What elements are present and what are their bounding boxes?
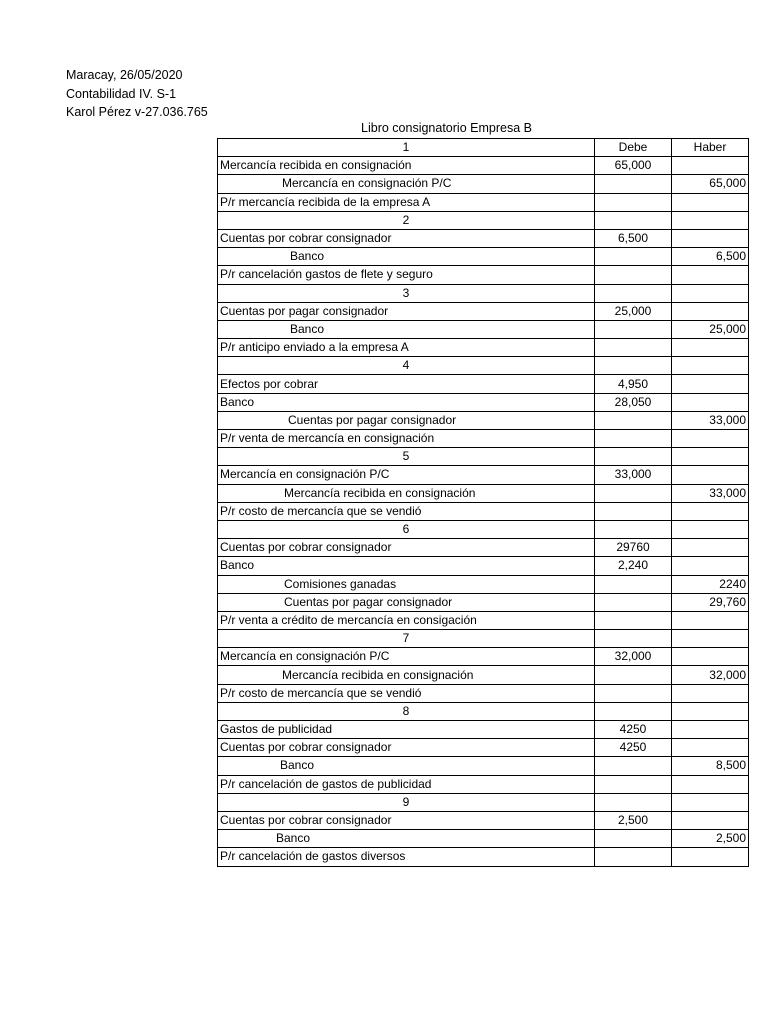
- document-header: [66, 66, 208, 122]
- haber-cell: [672, 739, 749, 757]
- debe-cell: [595, 284, 672, 302]
- debe-cell: [595, 411, 672, 429]
- debe-cell: [595, 593, 672, 611]
- debe-cell: [595, 793, 672, 811]
- haber-cell: [672, 502, 749, 520]
- debe-cell: 65,000: [595, 157, 672, 175]
- account-description: P/r venta a crédito de mercancía en consigación: [218, 611, 595, 629]
- ledger-row: [218, 248, 749, 266]
- debe-cell: 2,500: [595, 811, 672, 829]
- ledger-row: [218, 411, 749, 429]
- ledger-row: [218, 739, 749, 757]
- debe-cell: [595, 830, 672, 848]
- account-description: Cuentas por cobrar consignador: [218, 739, 595, 757]
- entry-number-row: [218, 520, 749, 538]
- debe-cell: [595, 193, 672, 211]
- debe-cell: [595, 848, 672, 866]
- haber-cell: [672, 448, 749, 466]
- ledger-title: Libro consignatorio Empresa B: [361, 121, 532, 135]
- haber-cell: [672, 357, 749, 375]
- ledger-row: [218, 830, 749, 848]
- haber-cell: 65,000: [672, 175, 749, 193]
- account-description: Mercancía en consignación P/C: [218, 648, 595, 666]
- debe-cell: [595, 430, 672, 448]
- debe-cell: [595, 320, 672, 338]
- account-description: Efectos por cobrar: [218, 375, 595, 393]
- account-description: Cuentas por cobrar consignador: [218, 539, 595, 557]
- entry-number: 5: [218, 448, 595, 466]
- haber-cell: 32,000: [672, 666, 749, 684]
- haber-cell: [672, 393, 749, 411]
- haber-cell: 33,000: [672, 411, 749, 429]
- account-description: P/r cancelación de gastos diversos: [218, 848, 595, 866]
- account-description: Mercancía recibida en consignación: [218, 157, 595, 175]
- account-description: P/r mercancía recibida de la empresa A: [218, 193, 595, 211]
- ledger-row: [218, 757, 749, 775]
- ledger-row: [218, 484, 749, 502]
- ledger-row: [218, 266, 749, 284]
- ledger-row: [218, 775, 749, 793]
- ledger-row: [218, 811, 749, 829]
- account-description: Cuentas por pagar consignador: [218, 593, 595, 611]
- haber-cell: 25,000: [672, 320, 749, 338]
- entry-number-row: [218, 702, 749, 720]
- entry-number: 7: [218, 630, 595, 648]
- debe-cell: [595, 211, 672, 229]
- haber-cell: [672, 611, 749, 629]
- ledger-row: [218, 666, 749, 684]
- ledger-row: [218, 175, 749, 193]
- debe-cell: 32,000: [595, 648, 672, 666]
- haber-cell: [672, 811, 749, 829]
- ledger-row: [218, 157, 749, 175]
- ledger-row: [218, 229, 749, 247]
- ledger-row: [218, 611, 749, 629]
- ledger-row: [218, 430, 749, 448]
- debe-cell: [595, 339, 672, 357]
- account-description: Banco: [218, 320, 595, 338]
- ledger-row: [218, 320, 749, 338]
- ledger-row: [218, 502, 749, 520]
- account-description: Cuentas por cobrar consignador: [218, 229, 595, 247]
- debe-cell: 4250: [595, 739, 672, 757]
- debe-cell: [595, 520, 672, 538]
- entry-number: 3: [218, 284, 595, 302]
- entry-number: 1: [218, 139, 595, 157]
- haber-cell: 2240: [672, 575, 749, 593]
- ledger-row: [218, 557, 749, 575]
- haber-cell: 29,760: [672, 593, 749, 611]
- debe-cell: [595, 175, 672, 193]
- account-description: Cuentas por cobrar consignador: [218, 811, 595, 829]
- entry-number-row: [218, 630, 749, 648]
- haber-cell: [672, 466, 749, 484]
- entry-number: 6: [218, 520, 595, 538]
- entry-number-row: [218, 139, 749, 157]
- account-description: P/r cancelación de gastos de publicidad: [218, 775, 595, 793]
- account-description: Banco: [218, 393, 595, 411]
- haber-cell: [672, 520, 749, 538]
- ledger-table: [217, 138, 749, 867]
- author-line: Karol Pérez v-27.036.765: [66, 105, 208, 119]
- debe-cell: [595, 611, 672, 629]
- haber-cell: Haber: [672, 139, 749, 157]
- debe-cell: [595, 575, 672, 593]
- account-description: P/r anticipo enviado a la empresa A: [218, 339, 595, 357]
- account-description: Gastos de publicidad: [218, 721, 595, 739]
- haber-cell: [672, 648, 749, 666]
- account-description: P/r costo de mercancía que se vendió: [218, 684, 595, 702]
- haber-cell: [672, 684, 749, 702]
- haber-cell: [672, 193, 749, 211]
- debe-cell: 29760: [595, 539, 672, 557]
- ledger-row: [218, 393, 749, 411]
- account-description: Mercancía recibida en consignación: [218, 484, 595, 502]
- account-description: Comisiones ganadas: [218, 575, 595, 593]
- haber-cell: 33,000: [672, 484, 749, 502]
- ledger-row: [218, 193, 749, 211]
- debe-cell: 6,500: [595, 229, 672, 247]
- entry-number-row: [218, 448, 749, 466]
- debe-cell: [595, 702, 672, 720]
- debe-cell: [595, 502, 672, 520]
- debe-cell: 4250: [595, 721, 672, 739]
- haber-cell: [672, 229, 749, 247]
- ledger-row: [218, 339, 749, 357]
- debe-cell: 2,240: [595, 557, 672, 575]
- debe-cell: [595, 757, 672, 775]
- haber-cell: [672, 721, 749, 739]
- debe-cell: [595, 448, 672, 466]
- date-line: Maracay, 26/05/2020: [66, 68, 183, 82]
- haber-cell: [672, 211, 749, 229]
- ledger-row: [218, 648, 749, 666]
- account-description: P/r venta de mercancía en consignación: [218, 430, 595, 448]
- entry-number: 9: [218, 793, 595, 811]
- debe-cell: 4,950: [595, 375, 672, 393]
- debe-cell: [595, 484, 672, 502]
- haber-cell: [672, 775, 749, 793]
- ledger-row: [218, 684, 749, 702]
- haber-cell: [672, 430, 749, 448]
- haber-cell: [672, 702, 749, 720]
- ledger-row: [218, 575, 749, 593]
- ledger-row: [218, 302, 749, 320]
- debe-cell: [595, 266, 672, 284]
- account-description: P/r costo de mercancía que se vendió: [218, 502, 595, 520]
- ledger-row: [218, 593, 749, 611]
- debe-cell: 33,000: [595, 466, 672, 484]
- entry-number-row: [218, 793, 749, 811]
- debe-cell: [595, 630, 672, 648]
- haber-cell: [672, 266, 749, 284]
- debe-cell: [595, 684, 672, 702]
- debe-cell: [595, 775, 672, 793]
- account-description: Banco: [218, 757, 595, 775]
- haber-cell: [672, 848, 749, 866]
- ledger-row: [218, 721, 749, 739]
- entry-number-row: [218, 357, 749, 375]
- debe-cell: 25,000: [595, 302, 672, 320]
- haber-cell: [672, 157, 749, 175]
- entry-number: 4: [218, 357, 595, 375]
- haber-cell: [672, 539, 749, 557]
- debe-cell: Debe: [595, 139, 672, 157]
- haber-cell: 6,500: [672, 248, 749, 266]
- debe-cell: [595, 357, 672, 375]
- account-description: Cuentas por pagar consignador: [218, 411, 595, 429]
- entry-number-row: [218, 284, 749, 302]
- ledger-row: [218, 848, 749, 866]
- debe-cell: 28,050: [595, 393, 672, 411]
- haber-cell: 8,500: [672, 757, 749, 775]
- account-description: Banco: [218, 557, 595, 575]
- account-description: Mercancía recibida en consignación: [218, 666, 595, 684]
- account-description: Banco: [218, 830, 595, 848]
- haber-cell: [672, 793, 749, 811]
- debe-cell: [595, 248, 672, 266]
- entry-number: 2: [218, 211, 595, 229]
- debe-cell: [595, 666, 672, 684]
- haber-cell: [672, 284, 749, 302]
- course-line: Contabilidad IV. S-1: [66, 86, 177, 101]
- account-description: Cuentas por pagar consignador: [218, 302, 595, 320]
- entry-number-row: [218, 211, 749, 229]
- ledger-row: [218, 375, 749, 393]
- account-description: P/r cancelación gastos de flete y seguro: [218, 266, 595, 284]
- haber-cell: [672, 339, 749, 357]
- entry-number: 8: [218, 702, 595, 720]
- haber-cell: [672, 557, 749, 575]
- haber-cell: [672, 375, 749, 393]
- account-description: Mercancía en consignación P/C: [218, 466, 595, 484]
- ledger-row: [218, 539, 749, 557]
- haber-cell: 2,500: [672, 830, 749, 848]
- ledger-row: [218, 466, 749, 484]
- account-description: Banco: [218, 248, 595, 266]
- haber-cell: [672, 302, 749, 320]
- account-description: Mercancía en consignación P/C: [218, 175, 595, 193]
- haber-cell: [672, 630, 749, 648]
